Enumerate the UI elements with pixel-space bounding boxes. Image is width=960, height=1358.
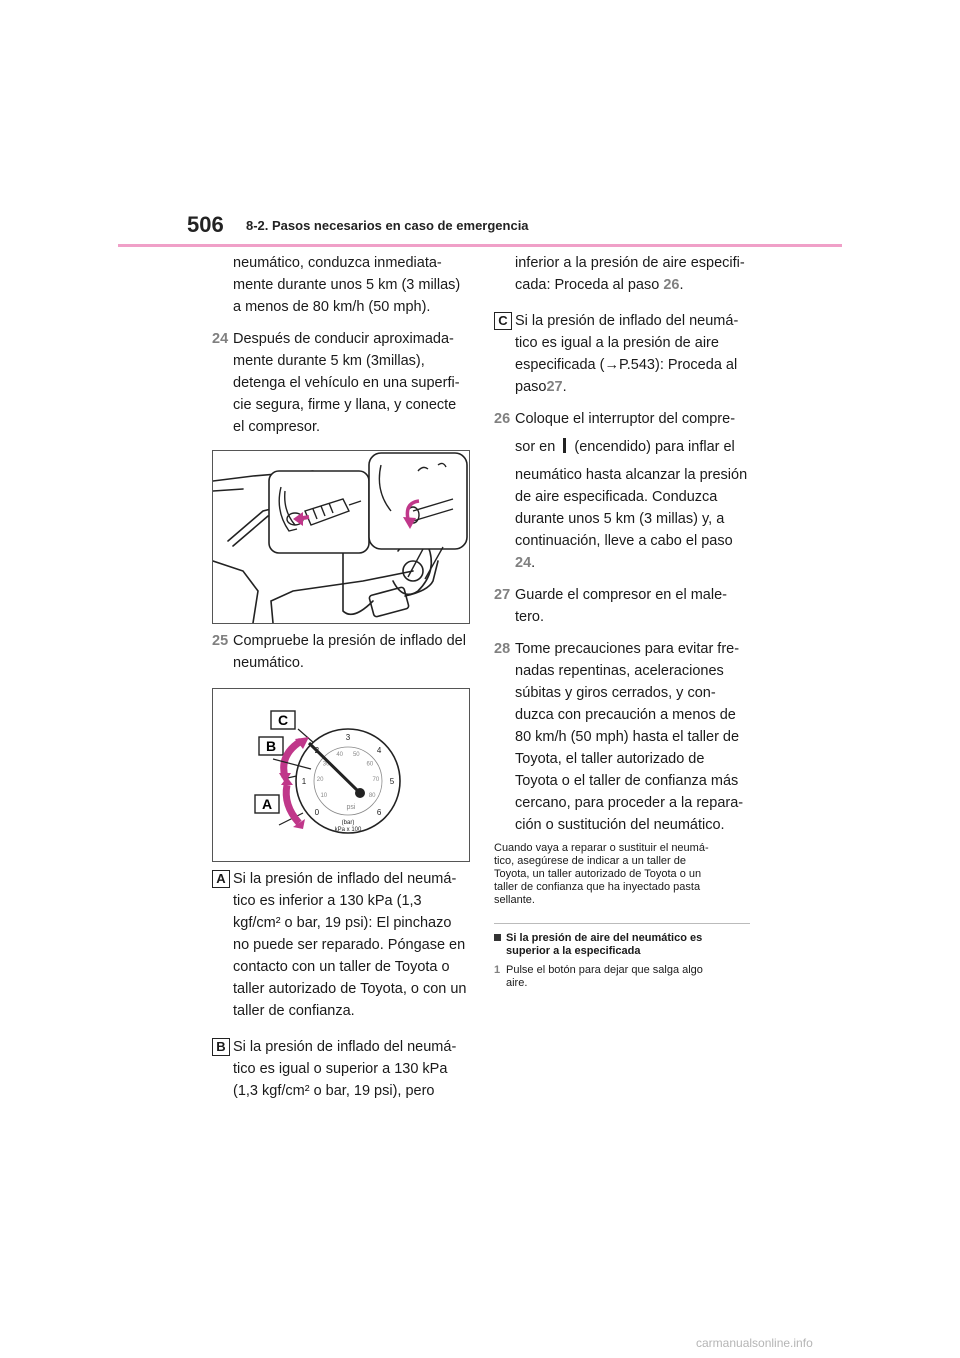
compressor-illustration [212,450,470,624]
kpa-unit: kPa x 100 [334,827,362,833]
condition-b-continued: inferior a la presión de aire especifi- cada: Proceda al paso 26. [515,255,745,293]
bar-tick-label: 1 [301,777,307,786]
step-number: 27 [494,587,511,603]
bar-tick-label: 6 [376,808,382,818]
step-link[interactable]: 24 [515,555,532,571]
step-link[interactable]: 27 [546,379,563,395]
bullet-square-icon [494,934,501,941]
condition-c: C Si la presión de inflado del neumá- tico es igual a la presión de aire especificada (→P.543): Proceda al paso27. [494,310,752,398]
left-column [212,252,470,1102]
step-number: 25 [212,633,229,649]
psi-tick-label: 10 [320,793,328,799]
label-box-b: B [212,1038,230,1056]
switch-on-icon [563,438,566,453]
condition-a: A Si la presión de inflado del neumá- tico es inferior a 130 kPa (1,3 kgf/cm² o bar, 19 psi): El pinchazo no puede ser reparado. Póngase en contacto con un taller de Toyota o taller autorizado de Toyota, o con un taller de confianza. [212,868,470,1022]
right-column [494,252,752,990]
bar-tick-label: 5 [389,777,395,786]
psi-tick-label: 20 [316,776,324,783]
gauge-label-a: A [261,796,273,812]
bar-tick-label: 4 [376,745,382,755]
note-heading: Si la presión de aire del neumático es superior a la especificada [494,932,752,958]
condition-b: B Si la presión de inflado del neumá- tico es igual o superior a 130 kPa (1,3 kgf/cm² o bar, 19 psi), pero [212,1036,470,1102]
step-link[interactable]: 26 [663,277,680,293]
bar-unit: (bar) [341,820,355,826]
psi-tick-label: 40 [336,752,344,759]
step-number: 1 [494,964,501,976]
section-title: 8-2. Pasos necesarios en caso de emergencia [246,218,529,233]
step-number: 24 [212,331,229,347]
psi-tick-label: 60 [366,761,374,768]
gauge-label-c: C [277,712,289,728]
step-number: 28 [494,641,511,657]
psi-tick-label: 70 [372,776,380,783]
step-28: 28 Tome precauciones para evitar fre- nadas repentinas, aceleraciones súbitas y giros cerrados, y con- duzca con precaución a menos de 80 km/h (50 mph) hasta el taller de Toyota, el taller autorizado de Toyota o el taller de confianza más cercano, para proceder a la repara- ción o sustitución del neumático. [494,638,752,836]
pressure-gauge-icon [213,689,469,861]
pressure-gauge-illustration [212,688,470,862]
note-step-1: 1 Pulse el botón para dejar que salga algo aire. [494,964,703,989]
bar-tick-label: 0 [314,808,320,818]
step-25: 25 Compruebe la presión de inflado del neumático. [212,630,470,674]
psi-tick-label: 30 [322,761,330,768]
psi-tick-label: 80 [368,793,376,799]
step-24: 24 Después de conducir aproximada- mente durante 5 km (3millas), detenga el vehículo en una superfi- cie segura, firme y llana, y conecte el compresor. [212,328,470,438]
repair-note: Cuando vaya a reparar o sustituir el neumá- tico, asegúrese de indicar a un taller de Toyota, un taller autorizado de Toyota o un taller de confianza que ha inyectado pasta sellante. [494,842,709,906]
car-compressor-icon [213,451,469,623]
psi-tick-label: 50 [352,752,360,759]
step-27: 27 Guarde el compresor en el male- tero. [494,584,752,628]
watermark: carmanualsonline.info [696,1336,813,1350]
psi-unit: psi [346,804,356,811]
page-number: 506 [187,212,224,237]
divider [494,923,750,924]
step-number: 26 [494,411,511,427]
step-26: 26 Coloque el interruptor del compre- sor en (encendido) para inflar el neumático hasta alcanzar la presión de aire especificada. Conduzca durante unos 5 km (3 millas) y, a continuación, lleve a cabo el paso 24. [494,408,752,574]
bar-tick-label: 3 [345,733,351,742]
header-rule [118,244,842,247]
label-box-c: C [494,312,512,330]
label-box-a: A [212,870,230,888]
gauge-label-b: B [265,738,277,754]
intro-text: neumático, conduzca inmediata- mente durante unos 5 km (3 millas) a menos de 80 km/h (50 mph). [233,255,461,315]
